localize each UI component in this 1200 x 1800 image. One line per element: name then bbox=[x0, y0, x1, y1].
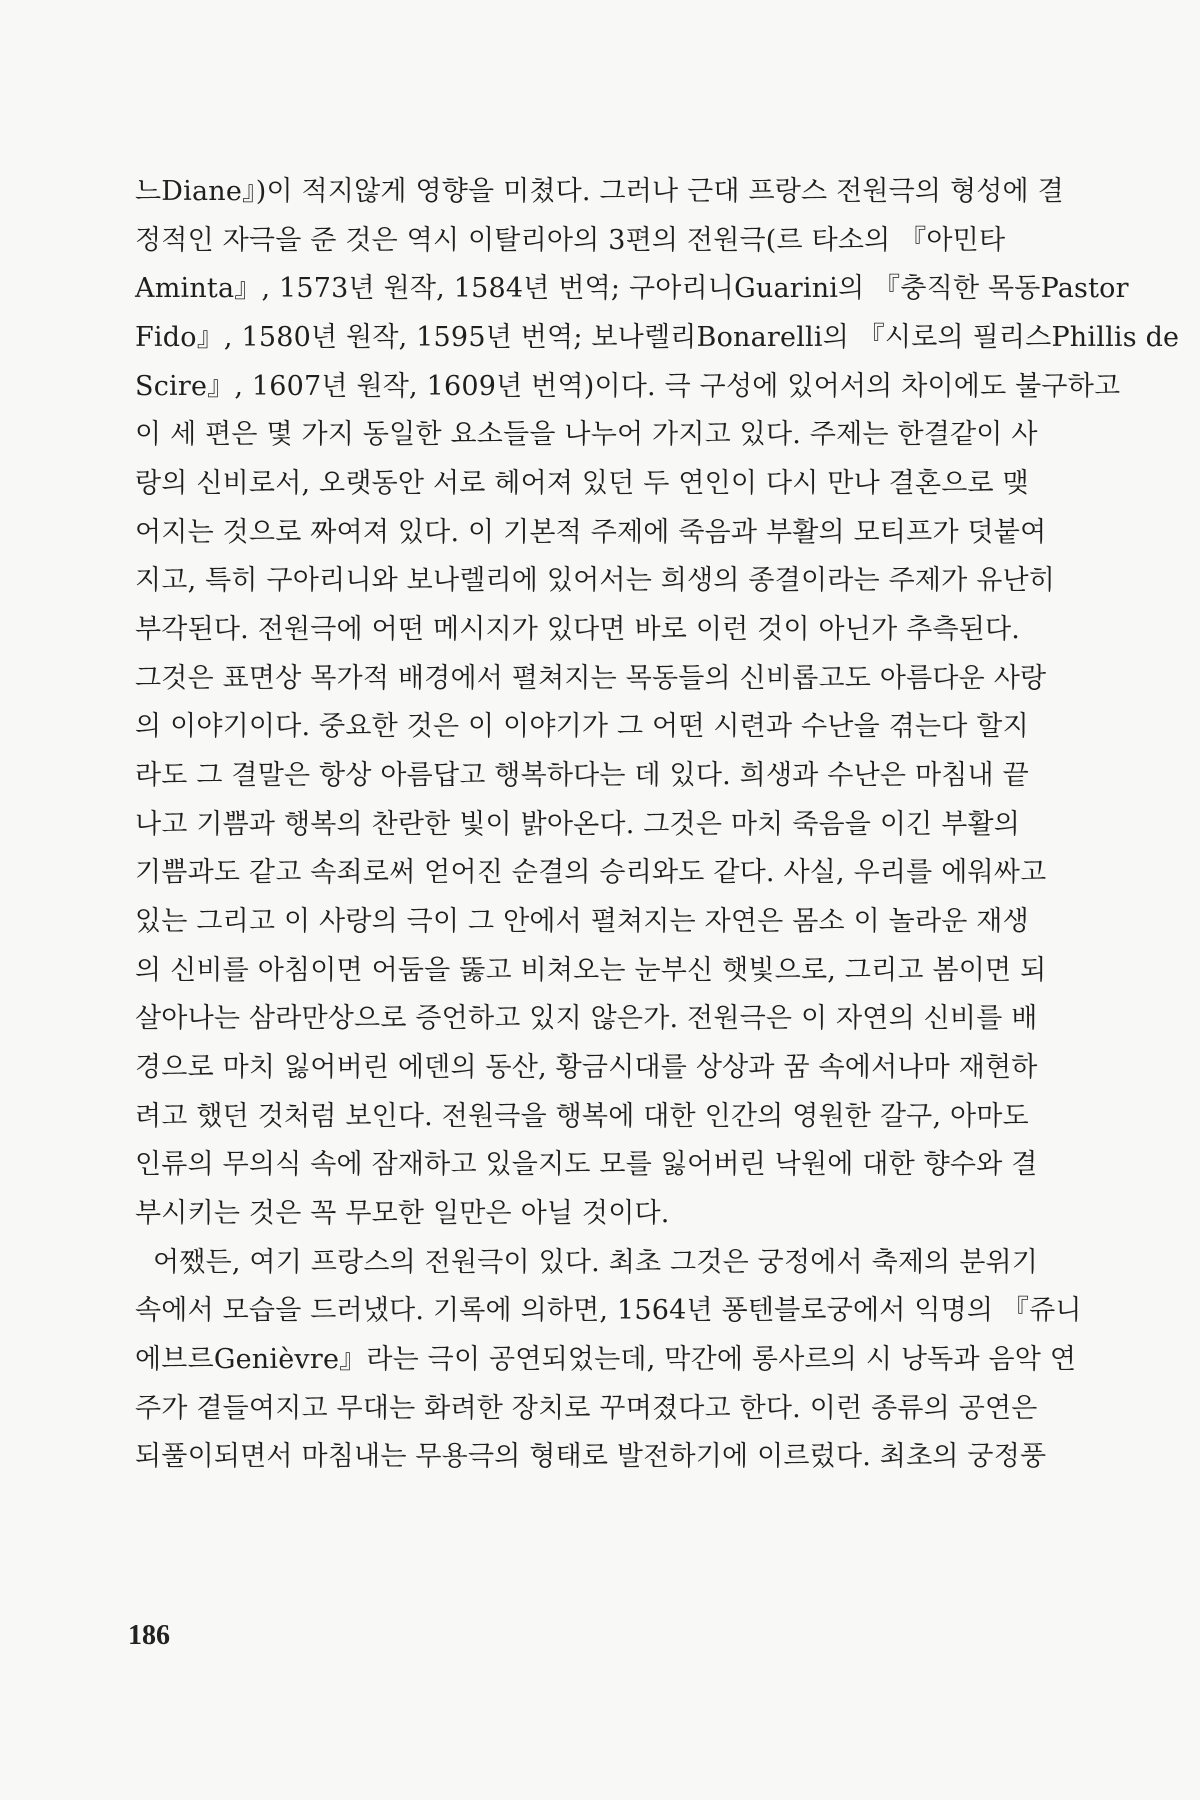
text-line: 느Diane』)이 적지않게 영향을 미쳤다. 그러나 근대 프랑스 전원극의 형성에 결 bbox=[135, 176, 1064, 207]
text-line: 지고, 특히 구아리니와 보나렐리에 있어서는 희생의 종결이라는 주제가 유난히 bbox=[135, 565, 1056, 596]
text-line: 의 신비를 아침이면 어둠을 뚫고 비쳐오는 눈부신 햇빛으로, 그리고 봄이면 되 bbox=[135, 955, 1047, 986]
text-line: 부시키는 것은 꼭 무모한 일만은 아닐 것이다. bbox=[135, 1198, 670, 1229]
text-line: Aminta』, 1573년 원작, 1584년 번역; 구아리니Guarini의 『충직한 목동Pastor bbox=[135, 273, 1129, 304]
text-line: 기쁨과도 같고 속죄로써 얻어진 순결의 승리와도 같다. 사실, 우리를 에워싸고 bbox=[135, 857, 1047, 888]
text-line: 정적인 자극을 준 것은 역시 이탈리아의 3편의 전원극(르 타소의 『아민타 bbox=[135, 225, 1006, 256]
text-line: 그것은 표면상 목가적 배경에서 펼쳐지는 목동들의 신비롭고도 아름다운 사랑 bbox=[135, 663, 1047, 694]
text-line: 경으로 마치 잃어버린 에덴의 동산, 황금시대를 상상과 꿈 속에서나마 재현하 bbox=[135, 1052, 1038, 1083]
text-line: 나고 기쁨과 행복의 찬란한 빛이 밝아온다. 그것은 마치 죽음을 이긴 부활의 bbox=[135, 809, 1021, 840]
text-line: 랑의 신비로서, 오랫동안 서로 헤어져 있던 두 연인이 다시 만나 결혼으로 맺 bbox=[135, 468, 1029, 499]
page-number: 186 bbox=[128, 1620, 170, 1651]
text-line: 어지는 것으로 짜여져 있다. 이 기본적 주제에 죽음과 부활의 모티프가 덧붙여 bbox=[135, 517, 1047, 548]
text-line: 되풀이되면서 마침내는 무용극의 형태로 발전하기에 이르렀다. 최초의 궁정풍 bbox=[135, 1441, 1047, 1472]
text-line: 이 세 편은 몇 가지 동일한 요소들을 나누어 가지고 있다. 주제는 한결같이 사 bbox=[135, 419, 1038, 450]
text-line: 인류의 무의식 속에 잠재하고 있을지도 모를 잃어버린 낙원에 대한 향수와 결 bbox=[135, 1149, 1038, 1180]
text-line: 속에서 모습을 드러냈다. 기록에 의하면, 1564년 퐁텐블로궁에서 익명의 『쥬니 bbox=[135, 1295, 1082, 1326]
text-line: Scire』, 1607년 원작, 1609년 번역)이다. 극 구성에 있어서의 차이에도 불구하고 bbox=[135, 371, 1121, 402]
text-line: 려고 했던 것처럼 보인다. 전원극을 행복에 대한 인간의 영원한 갈구, 아마도 bbox=[135, 1101, 1029, 1132]
text-line: 의 이야기이다. 중요한 것은 이 이야기가 그 어떤 시련과 수난을 겪는다 할지 bbox=[135, 711, 1029, 742]
text-line: 주가 곁들여지고 무대는 화려한 장치로 꾸며졌다고 한다. 이런 종류의 공연은 bbox=[135, 1393, 1038, 1424]
text-line: Fido』, 1580년 원작, 1595년 번역; 보나렐리Bonarelli의 『시로의 필리스Phillis de bbox=[135, 322, 1180, 353]
text-line: 어쨌든, 여기 프랑스의 전원극이 있다. 최초 그것은 궁정에서 축제의 분위기 bbox=[153, 1247, 1039, 1278]
text-line: 있는 그리고 이 사랑의 극이 그 안에서 펼쳐지는 자연은 몸소 이 놀라운 재생 bbox=[135, 906, 1029, 937]
text-line: 부각된다. 전원극에 어떤 메시지가 있다면 바로 이런 것이 아닌가 추측된다. bbox=[135, 614, 1021, 645]
text-line: 라도 그 결말은 항상 아름답고 행복하다는 데 있다. 희생과 수난은 마침내 끝 bbox=[135, 760, 1029, 791]
text-line: 살아나는 삼라만상으로 증언하고 있지 않은가. 전원극은 이 자연의 신비를 배 bbox=[135, 1003, 1038, 1034]
text-line: 에브르Genièvre』라는 극이 공연되었는데, 막간에 롱사르의 시 낭독과 음악 연 bbox=[135, 1344, 1077, 1375]
